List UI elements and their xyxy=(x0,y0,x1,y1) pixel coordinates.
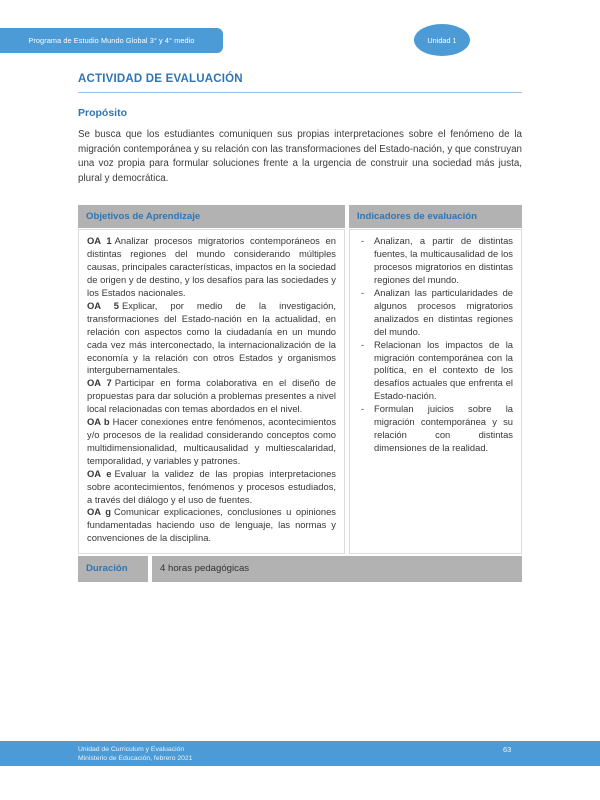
proposito-paragraph: Se busca que los estudiantes comuniquen sus propias interpretaciones sobre el fenómeno de la migración contemporánea y su relación con las transformaciones del Estado-nación, y que construyan una voz propia para formular soluciones frente a la urgencia de construir una sociedad más justa, plural y democrática. xyxy=(78,129,522,184)
indicator-item: - Formulan juicios sobre la migración contemporánea y su relación con distintas dimensiones de la realidad. xyxy=(358,403,513,455)
table-header-row xyxy=(78,205,522,228)
page-footer xyxy=(0,741,600,766)
indicator-item: - Analizan, a partir de distintas fuentes, la multicausalidad de los procesos migratorios en distintas regiones del mundo. xyxy=(358,235,513,287)
program-badge-label: Programa de Estudio Mundo Global 3° y 4° medio xyxy=(28,36,195,45)
footer-org-line1: Unidad de Curriculum y Evaluación xyxy=(78,746,185,753)
oa-code: OA e xyxy=(87,467,112,479)
unit-badge xyxy=(414,24,470,56)
indicator-item: - Relacionan los impactos de la migración contemporánea con la política, en el contexto de los desafíos actuales que enfrenta el Estado-nación. xyxy=(358,339,513,404)
table-header-indicadores: Indicadores de evaluación xyxy=(349,205,522,228)
oa-text: Explicar, por medio de la investigación, transformaciones del Estado-nación en la actualidad, en relación con aspectos como la ciudadanía en un mundo cada vez más interconectado, la internacionalización de la economía y la relación con otros Estados y organismos intergubernamentales. xyxy=(87,299,336,376)
oa-text: Evaluar la validez de las propias interpretaciones sobre acontecimientos, fenómenos y procesos estudiados, a través del diálogo y el uso de fuentes. xyxy=(87,467,336,505)
duracion-label: Duración xyxy=(78,556,148,582)
oa-code: OA 5 xyxy=(87,299,119,311)
table-header-objetivos: Objetivos de Aprendizaje xyxy=(78,205,345,228)
oa-code: OA 1 xyxy=(87,235,112,247)
oa-paragraph xyxy=(87,235,336,300)
oa-paragraph xyxy=(87,468,336,507)
oa-paragraph xyxy=(87,377,336,416)
oa-text: Hacer conexiones entre fenómenos, acontecimientos y/o procesos de la realidad considerando conceptos como multidimensionalidad, multicausalidad y multiescalaridad, temporalidad, y variables y patrones. xyxy=(87,416,337,466)
oa-paragraph xyxy=(87,506,336,545)
footer-org-line2: Ministerio de Educación, febrero 2021 xyxy=(78,755,193,762)
table-body-row xyxy=(78,229,522,554)
proposito-heading: Propósito xyxy=(78,107,127,119)
oa-code: OA g xyxy=(87,506,111,518)
duracion-row xyxy=(78,556,522,582)
oa-text: Analizar procesos migratorios contemporáneos en distintas regiones del mundo considerando múltiples causas, principales características, impactos en la sociedad de origen y de destino, y los desafíos para las sociedades y los Estados nacionales. xyxy=(87,235,336,298)
oa-text: Participar en forma colaborativa en el diseño de propuestas para dar solución a problemas presentes a nivel local relacionadas con temas abordados en el nivel. xyxy=(87,377,336,415)
oa-paragraph xyxy=(87,416,336,468)
indicadores-cell xyxy=(349,229,522,554)
oa-paragraph xyxy=(87,300,336,377)
program-badge xyxy=(0,28,223,53)
duracion-value: 4 horas pedagógicas xyxy=(152,556,522,582)
unit-badge-label: Unidad 1 xyxy=(427,35,457,45)
oa-code: OA b xyxy=(87,416,110,428)
objetivos-cell xyxy=(78,229,345,554)
evaluation-table xyxy=(78,205,522,582)
page-number: 63 xyxy=(503,745,512,754)
page-title: ACTIVIDAD DE EVALUACIÓN xyxy=(78,73,522,93)
oa-code: OA 7 xyxy=(87,377,112,389)
oa-text: Comunicar explicaciones, conclusiones u opiniones fundamentadas haciendo uso de lenguaje, las normas y convenciones de la disciplina. xyxy=(87,506,336,544)
indicator-item: - Analizan las particularidades de algunos procesos migratorios analizados en distintas regiones del mundo. xyxy=(358,287,513,339)
footer-organization xyxy=(78,745,192,763)
